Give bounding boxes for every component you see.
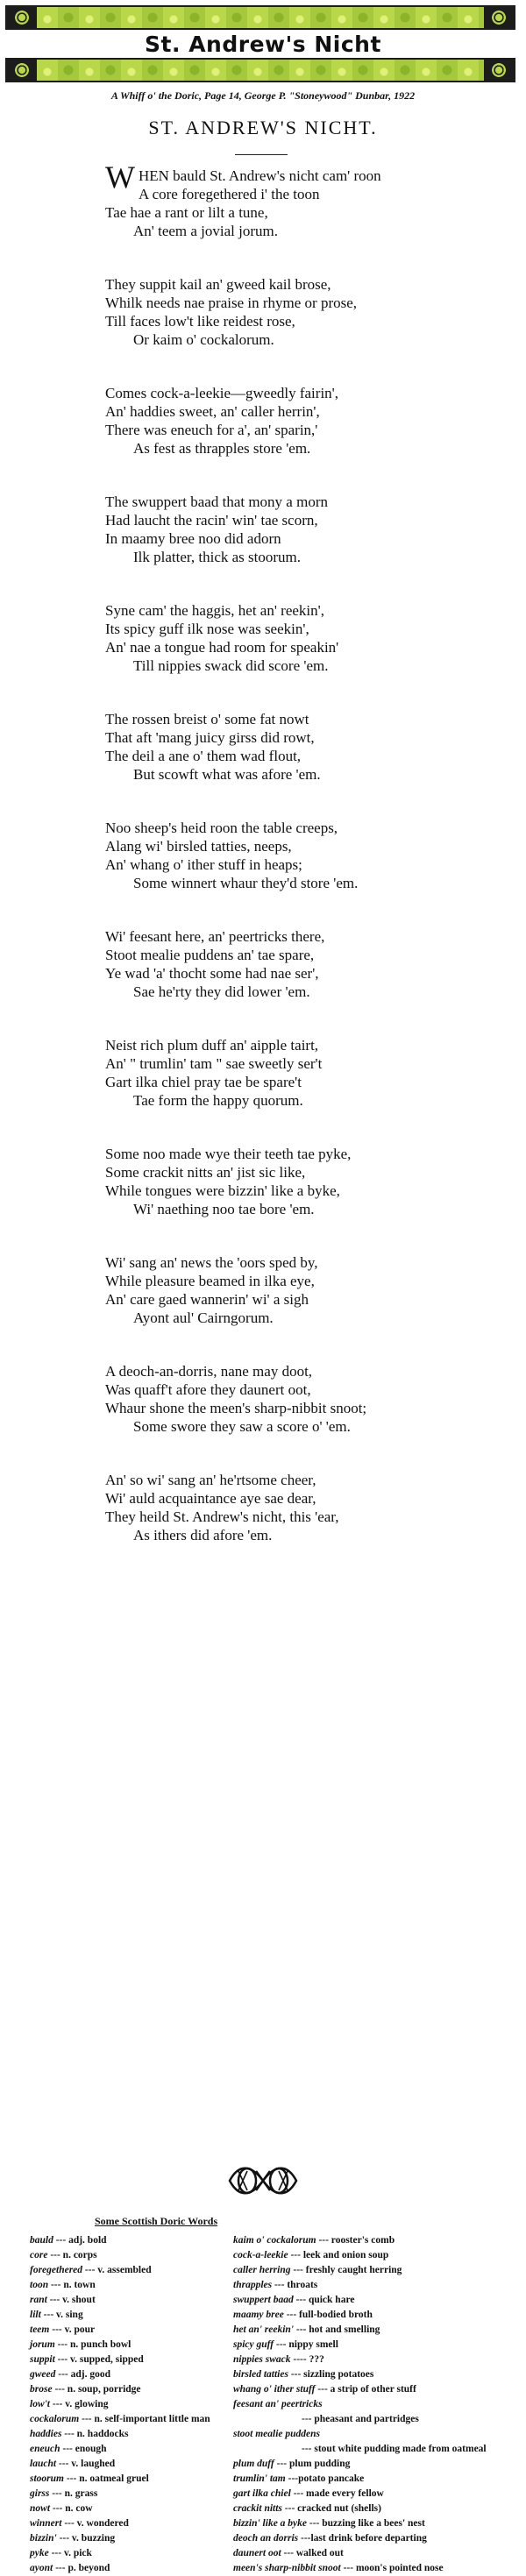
poem-line <box>105 548 508 566</box>
poem-line <box>105 638 508 656</box>
glossary-term: spicy guff <box>233 2339 274 2350</box>
poem-line <box>105 294 508 312</box>
poem-line-text: Comes cock-a-leekie—gweedly fairin', <box>105 385 338 401</box>
glossary-definition: --- v. laughed <box>58 2459 116 2469</box>
glossary-entry <box>30 2338 231 2352</box>
decorative-banner-bottom <box>5 58 515 82</box>
glossary-term: suppit <box>30 2354 55 2365</box>
glossary-entry <box>30 2501 231 2516</box>
poem-line <box>105 1489 508 1508</box>
poem-line-text: The swuppert baad that mony a morn <box>105 493 328 510</box>
poem-line-text: That aft 'mang juicy girss did rowt, <box>105 729 315 746</box>
poem-line <box>105 927 508 946</box>
poem-line-text: Noo sheep's heid roon the table creeps, <box>105 820 338 836</box>
stanza <box>105 1362 508 1436</box>
glossary-term: teem <box>30 2324 50 2335</box>
stanza <box>105 1253 508 1327</box>
glossary-entry <box>30 2412 231 2427</box>
poem-line <box>105 1290 508 1309</box>
glossary-entry <box>233 2457 522 2472</box>
poem-line <box>105 1145 508 1163</box>
poem-line <box>105 964 508 983</box>
stanza <box>105 275 508 349</box>
glossary-term: birsled tatties <box>233 2369 288 2380</box>
poem-line-text: Wi' naething noo tae bore 'em. <box>133 1201 315 1217</box>
celtic-knot-icon <box>226 2161 300 2201</box>
poem-line-text: Tae hae a rant or lilt a tune, <box>105 204 268 221</box>
glossary-entry <box>233 2338 522 2352</box>
glossary-definition: --- v. sing <box>43 2310 83 2320</box>
glossary-term: lilt <box>30 2310 41 2320</box>
glossary-term: ayont <box>30 2563 53 2573</box>
poem-line <box>105 983 508 1001</box>
stanza <box>105 601 508 675</box>
glossary-definition: --- stout white pudding made from oatmeal <box>302 2444 487 2454</box>
glossary-entry <box>233 2233 522 2248</box>
poem-line-text: Ayont aul' Cairngorum. <box>133 1309 274 1326</box>
glossary-entry <box>233 2397 522 2427</box>
poem-line <box>105 1309 508 1327</box>
glossary-definition: --- throats <box>274 2280 318 2290</box>
glossary-entry <box>233 2308 522 2323</box>
poem-line <box>105 837 508 855</box>
glossary-term: whang o' ither stuff <box>233 2384 316 2395</box>
glossary-term: deoch an dorris <box>233 2533 299 2544</box>
glossary-term: low't <box>30 2399 51 2409</box>
poem-line-text: The deil a ane o' them wad flout, <box>105 748 302 764</box>
glossary-entry <box>30 2323 231 2338</box>
stanza <box>105 819 508 892</box>
poem-line <box>105 1362 508 1380</box>
poem-line-text: Wi' feesant here, an' peertricks there, <box>105 928 325 945</box>
vine-border <box>37 7 484 28</box>
glossary-entry <box>233 2561 522 2576</box>
poem-line <box>105 384 508 402</box>
poem-line-text: Gart ilka chiel pray tae be spare't <box>105 1074 302 1090</box>
poem-line <box>105 511 508 529</box>
ornament-icon <box>484 7 514 28</box>
glossary-entry <box>30 2248 231 2263</box>
glossary-definition: --- n. corps <box>50 2250 97 2260</box>
glossary-term: gweed <box>30 2369 56 2380</box>
glossary-definition: --- v. assembled <box>84 2265 152 2275</box>
glossary-definition: --- n. oatmeal gruel <box>66 2473 149 2484</box>
glossary-term: kaim o' cockalorum <box>233 2235 316 2246</box>
poem-line-text: HEN bauld St. Andrew's nicht cam' roon <box>138 167 381 184</box>
glossary-term: het an' reekin' <box>233 2324 295 2335</box>
glossary-definition: --- n. town <box>50 2280 96 2290</box>
glossary-definition: ---last drink before departing <box>301 2533 427 2544</box>
glossary-term: pyke <box>30 2548 49 2558</box>
stanza <box>105 384 508 458</box>
poem-line-text: An' nae a tongue had room for speakin' <box>105 639 339 656</box>
poem-line <box>105 855 508 874</box>
glossary-term: nowt <box>30 2503 51 2514</box>
poem-line <box>105 1380 508 1399</box>
glossary-term: bizzin' like a byke <box>233 2518 308 2529</box>
glossary-entry <box>233 2278 522 2293</box>
poem-line-text: Ilk platter, thick as stoorum. <box>133 549 302 565</box>
glossary-entry <box>30 2233 231 2248</box>
glossary-definition: --- sizzling potatoes <box>290 2369 374 2380</box>
glossary-definition: --- n. punch bowl <box>57 2339 132 2350</box>
page-title: St. Andrew's Nicht <box>145 32 381 57</box>
poem-line <box>105 1091 508 1110</box>
poem-line-text: Or kaim o' cockalorum. <box>133 331 274 348</box>
poem-line-text: Whaur shone the meen's sharp-nibbit snoot; <box>105 1400 367 1416</box>
glossary-term: nippies swack <box>233 2354 291 2365</box>
glossary-definition: --- hot and smelling <box>295 2324 380 2335</box>
poem-line <box>105 222 508 240</box>
glossary-definition: --- pheasant and partridges <box>302 2414 419 2424</box>
glossary-entry <box>30 2382 231 2397</box>
glossary-term: stoot mealie puddens <box>233 2429 321 2439</box>
glossary-term: cockalorum <box>30 2414 80 2424</box>
glossary-term: foregethered <box>30 2265 83 2275</box>
poem-line-text: An' teem a jovial jorum. <box>133 223 278 239</box>
glossary-entry <box>30 2293 231 2308</box>
poem-line <box>105 275 508 294</box>
glossary-definition: --- moon's pointed nose <box>343 2563 444 2573</box>
poem-line-text: Neist rich plum duff an' aipple tairt, <box>105 1037 319 1054</box>
glossary-entry <box>233 2248 522 2263</box>
glossary-term: bizzin' <box>30 2533 57 2544</box>
glossary-definition: --- enough <box>62 2444 107 2454</box>
glossary-definition: --- rooster's comb <box>318 2235 395 2246</box>
glossary-term: meen's sharp-nibbit snoot <box>233 2563 341 2573</box>
glossary-definition: --- v. wondered <box>64 2518 129 2529</box>
poem-line-text: As fest as thrapples store 'em. <box>133 440 311 457</box>
stanza <box>105 1036 508 1110</box>
glossary-term: trumlin' tam <box>233 2473 286 2484</box>
glossary-entry <box>233 2323 522 2338</box>
glossary-definition: --- v. pick <box>51 2548 92 2558</box>
poem-line <box>105 1182 508 1200</box>
poem-line <box>105 710 508 728</box>
glossary-definition: --- v. supped, sipped <box>57 2354 144 2365</box>
poem-line <box>105 439 508 458</box>
poem-line-text: Wi' auld acquaintance aye sae dear, <box>105 1490 316 1507</box>
glossary-definition: --- n. cow <box>52 2503 93 2514</box>
glossary-term: thrapples <box>233 2280 273 2290</box>
glossary-term: feesant an' peertricks <box>233 2399 323 2409</box>
glossary-term: eneuch <box>30 2444 60 2454</box>
glossary-term: stoorum <box>30 2473 64 2484</box>
title-divider <box>235 154 288 155</box>
poem-line <box>105 1073 508 1091</box>
glossary-definition: --- full-bodied broth <box>286 2310 373 2320</box>
poem-line-text: A core foregethered i' the toon <box>138 186 320 202</box>
poem-line <box>105 1471 508 1489</box>
ornament-icon <box>484 60 514 81</box>
glossary-term: haddies <box>30 2429 62 2439</box>
glossary-definition: --- adj. bold <box>55 2235 107 2246</box>
poem-line-text: Some noo made wye their teeth tae pyke, <box>105 1146 352 1162</box>
poem-line-text: While pleasure beamed in ilka eye, <box>105 1273 315 1289</box>
glossary-term: bauld <box>30 2235 53 2246</box>
glossary-term: brose <box>30 2384 53 2395</box>
poem-line-text: But scowft what was afore 'em. <box>133 766 321 783</box>
glossary-term: daunert oot <box>233 2548 281 2558</box>
glossary-entry <box>30 2546 231 2561</box>
glossary-term: jorum <box>30 2339 55 2350</box>
glossary-definition: --- nippy smell <box>275 2339 338 2350</box>
poem-line-text: An' care gaed wannerin' wi' a sigh <box>105 1291 309 1308</box>
glossary-definition: --- n. grass <box>52 2488 98 2499</box>
poem-line-text: Till faces low't like reidest rose, <box>105 313 295 330</box>
poem-line <box>105 1163 508 1182</box>
glossary-definition: --- n. self-important little man <box>82 2414 210 2424</box>
glossary-term: winnert <box>30 2518 62 2529</box>
poem-line-text: An' so wi' sang an' he'rtsome cheer, <box>105 1472 316 1488</box>
poem-line-text: An' haddies sweet, an' caller herrin', <box>105 403 320 420</box>
glossary-term: cock-a-leekie <box>233 2250 288 2260</box>
glossary-definition: --- n. soup, porridge <box>54 2384 141 2395</box>
poem-line-text: Had laucht the racin' win' tae scorn, <box>105 512 318 529</box>
poem-line-text: Its spicy guff ilk nose was seekin', <box>105 621 309 637</box>
ornament-icon <box>7 7 37 28</box>
glossary-column-left <box>30 2233 231 2576</box>
decorative-banner-top <box>5 5 515 30</box>
poem-line <box>105 493 508 511</box>
poem-line <box>105 1200 508 1218</box>
poem-line <box>105 765 508 784</box>
glossary-definition: --- v. shout <box>49 2295 96 2305</box>
poem-line <box>105 819 508 837</box>
poem-line <box>105 1417 508 1436</box>
glossary-definition: ---potato pancake <box>288 2473 365 2484</box>
glossary-definition: --- buzzing like a bees' nest <box>309 2518 425 2529</box>
glossary-entry <box>233 2546 522 2561</box>
glossary-definition: --- v. glowing <box>52 2399 109 2409</box>
glossary-term: laucht <box>30 2459 57 2469</box>
poem-line <box>105 1508 508 1526</box>
glossary-term: caller herring <box>233 2265 291 2275</box>
glossary-column-right <box>233 2233 522 2576</box>
poem-line-text: In maamy bree noo did adorn <box>105 530 281 547</box>
poem-line-text: Tae form the happy quorum. <box>133 1092 303 1109</box>
glossary-definition: --- v. pour <box>52 2324 96 2335</box>
glossary-entry <box>30 2531 231 2546</box>
poem-line <box>105 946 508 964</box>
poem-line <box>105 620 508 638</box>
poem-line-text: An' " trumlin' tam " sae sweetly ser't <box>105 1055 323 1072</box>
poem-line-text: Alang wi' birsled tatties, neeps, <box>105 838 292 855</box>
glossary-entry <box>30 2397 231 2412</box>
poem-body <box>105 160 508 1579</box>
poem-line <box>105 1253 508 1272</box>
glossary-entry <box>30 2308 231 2323</box>
poem-line <box>105 1272 508 1290</box>
poem-line <box>105 203 508 222</box>
glossary-entry <box>30 2442 231 2457</box>
poem-line <box>105 421 508 439</box>
glossary-entry <box>30 2457 231 2472</box>
poem-line <box>105 728 508 747</box>
poem-line <box>105 529 508 548</box>
glossary-definition: ---- ??? <box>293 2354 324 2365</box>
poem-line-text: Some crackit nitts an' jist sic like, <box>105 1164 306 1181</box>
poem-line-text: Sae he'rty they did lower 'em. <box>133 983 310 1000</box>
poem-line <box>105 1036 508 1054</box>
poem-line-text: Wi' sang an' news the 'oors sped by, <box>105 1254 318 1271</box>
poem-line <box>105 601 508 620</box>
poem-title: ST. ANDREW'S NICHT. <box>148 117 378 138</box>
drop-cap: W <box>105 160 135 195</box>
glossary-entry <box>30 2352 231 2367</box>
poem-line <box>105 1526 508 1544</box>
glossary-entry <box>30 2472 231 2487</box>
glossary-definition: --- p. beyond <box>55 2563 110 2573</box>
poem-line-text: They heild St. Andrew's nicht, this 'ear, <box>105 1508 339 1525</box>
glossary-entry <box>233 2531 522 2546</box>
glossary-entry <box>233 2263 522 2278</box>
poem-line-text: Some swore they saw a score o' 'em. <box>133 1418 351 1435</box>
poem-line-text: There was eneuch for a', an' sparin,' <box>105 422 318 438</box>
glossary-entry <box>30 2278 231 2293</box>
poem-line <box>105 747 508 765</box>
glossary-term: gart ilka chiel <box>233 2488 291 2499</box>
poem-line <box>105 1399 508 1417</box>
poem-line-text: While tongues were bizzin' like a byke, <box>105 1182 340 1199</box>
vine-border <box>37 60 484 81</box>
glossary-definition: --- a strip of other stuff <box>317 2384 416 2395</box>
poem-line-text: Some winnert whaur they'd store 'em. <box>133 875 359 891</box>
glossary-term: maamy bree <box>233 2310 284 2320</box>
glossary-definition: --- quick hare <box>295 2295 355 2305</box>
glossary-entry <box>30 2427 231 2442</box>
glossary-entry <box>30 2516 231 2531</box>
glossary-term: crackit nitts <box>233 2503 282 2514</box>
glossary-definition: --- made every fellow <box>293 2488 384 2499</box>
glossary-definition: --- v. buzzing <box>59 2533 116 2544</box>
poem-line-text: An' whang o' ither stuff in heaps; <box>105 856 302 873</box>
poem-line <box>105 656 508 675</box>
poem-line-text: Stoot mealie puddens an' tae spare, <box>105 947 315 963</box>
stanza <box>105 1145 508 1218</box>
stanza <box>105 1471 508 1544</box>
poem-line <box>105 312 508 330</box>
poem-line-text: Ye wad 'a' thocht some had nae ser', <box>105 965 319 982</box>
glossary-definition: --- freshly caught herring <box>293 2265 402 2275</box>
poem-line-text: As ithers did afore 'em. <box>133 1527 273 1543</box>
stanza <box>105 160 508 240</box>
glossary-definition: --- n. haddocks <box>64 2429 129 2439</box>
glossary-entry <box>30 2561 231 2576</box>
poem-line-text: They suppit kail an' gweed kail brose, <box>105 276 331 293</box>
stanza <box>105 493 508 566</box>
source-citation: A Whiff o' the Doric, Page 14, George P. "Stoneywood" Dunbar, 1922 <box>110 89 416 102</box>
glossary-definition: --- cracked nut (shells) <box>284 2503 381 2514</box>
glossary-definition: --- walked out <box>283 2548 344 2558</box>
glossary-entry <box>233 2427 522 2457</box>
glossary-entry <box>233 2293 522 2308</box>
glossary-definition: --- leek and onion soup <box>290 2250 389 2260</box>
stanza <box>105 710 508 784</box>
poem-line <box>105 1054 508 1073</box>
poem-line-text: Whilk needs nae praise in rhyme or prose, <box>105 295 358 311</box>
poem-line <box>105 330 508 349</box>
glossary-term: swuppert baad <box>233 2295 294 2305</box>
glossary-entry <box>30 2263 231 2278</box>
glossary-term: plum duff <box>233 2459 274 2469</box>
poem-line <box>105 185 508 203</box>
glossary-entry <box>233 2501 522 2516</box>
glossary-entry <box>233 2516 522 2531</box>
glossary-entry <box>30 2367 231 2382</box>
poem-line-text: Was quaff't afore they daunert oot, <box>105 1381 311 1398</box>
poem-line-text: A deoch-an-dorris, nane may doot, <box>105 1363 313 1380</box>
glossary-term: girss <box>30 2488 50 2499</box>
stanza <box>105 927 508 1001</box>
glossary-definition: --- adj. good <box>58 2369 111 2380</box>
glossary-heading: Some Scottish Doric Words <box>95 2215 218 2227</box>
glossary-entry <box>233 2382 522 2397</box>
poem-line <box>105 402 508 421</box>
ornament-icon <box>7 60 37 81</box>
glossary-term: toon <box>30 2280 49 2290</box>
glossary-term: core <box>30 2250 48 2260</box>
glossary-term: rant <box>30 2295 47 2305</box>
poem-line-text: Till nippies swack did score 'em. <box>133 657 329 674</box>
glossary-entry <box>233 2472 522 2487</box>
glossary-definition: --- plum pudding <box>276 2459 351 2469</box>
poem-line-text: Syne cam' the haggis, het an' reekin', <box>105 602 324 619</box>
glossary-entry <box>233 2352 522 2367</box>
poem-line-text: The rossen breist o' some fat nowt <box>105 711 309 727</box>
poem-line <box>105 874 508 892</box>
glossary-entry <box>233 2367 522 2382</box>
